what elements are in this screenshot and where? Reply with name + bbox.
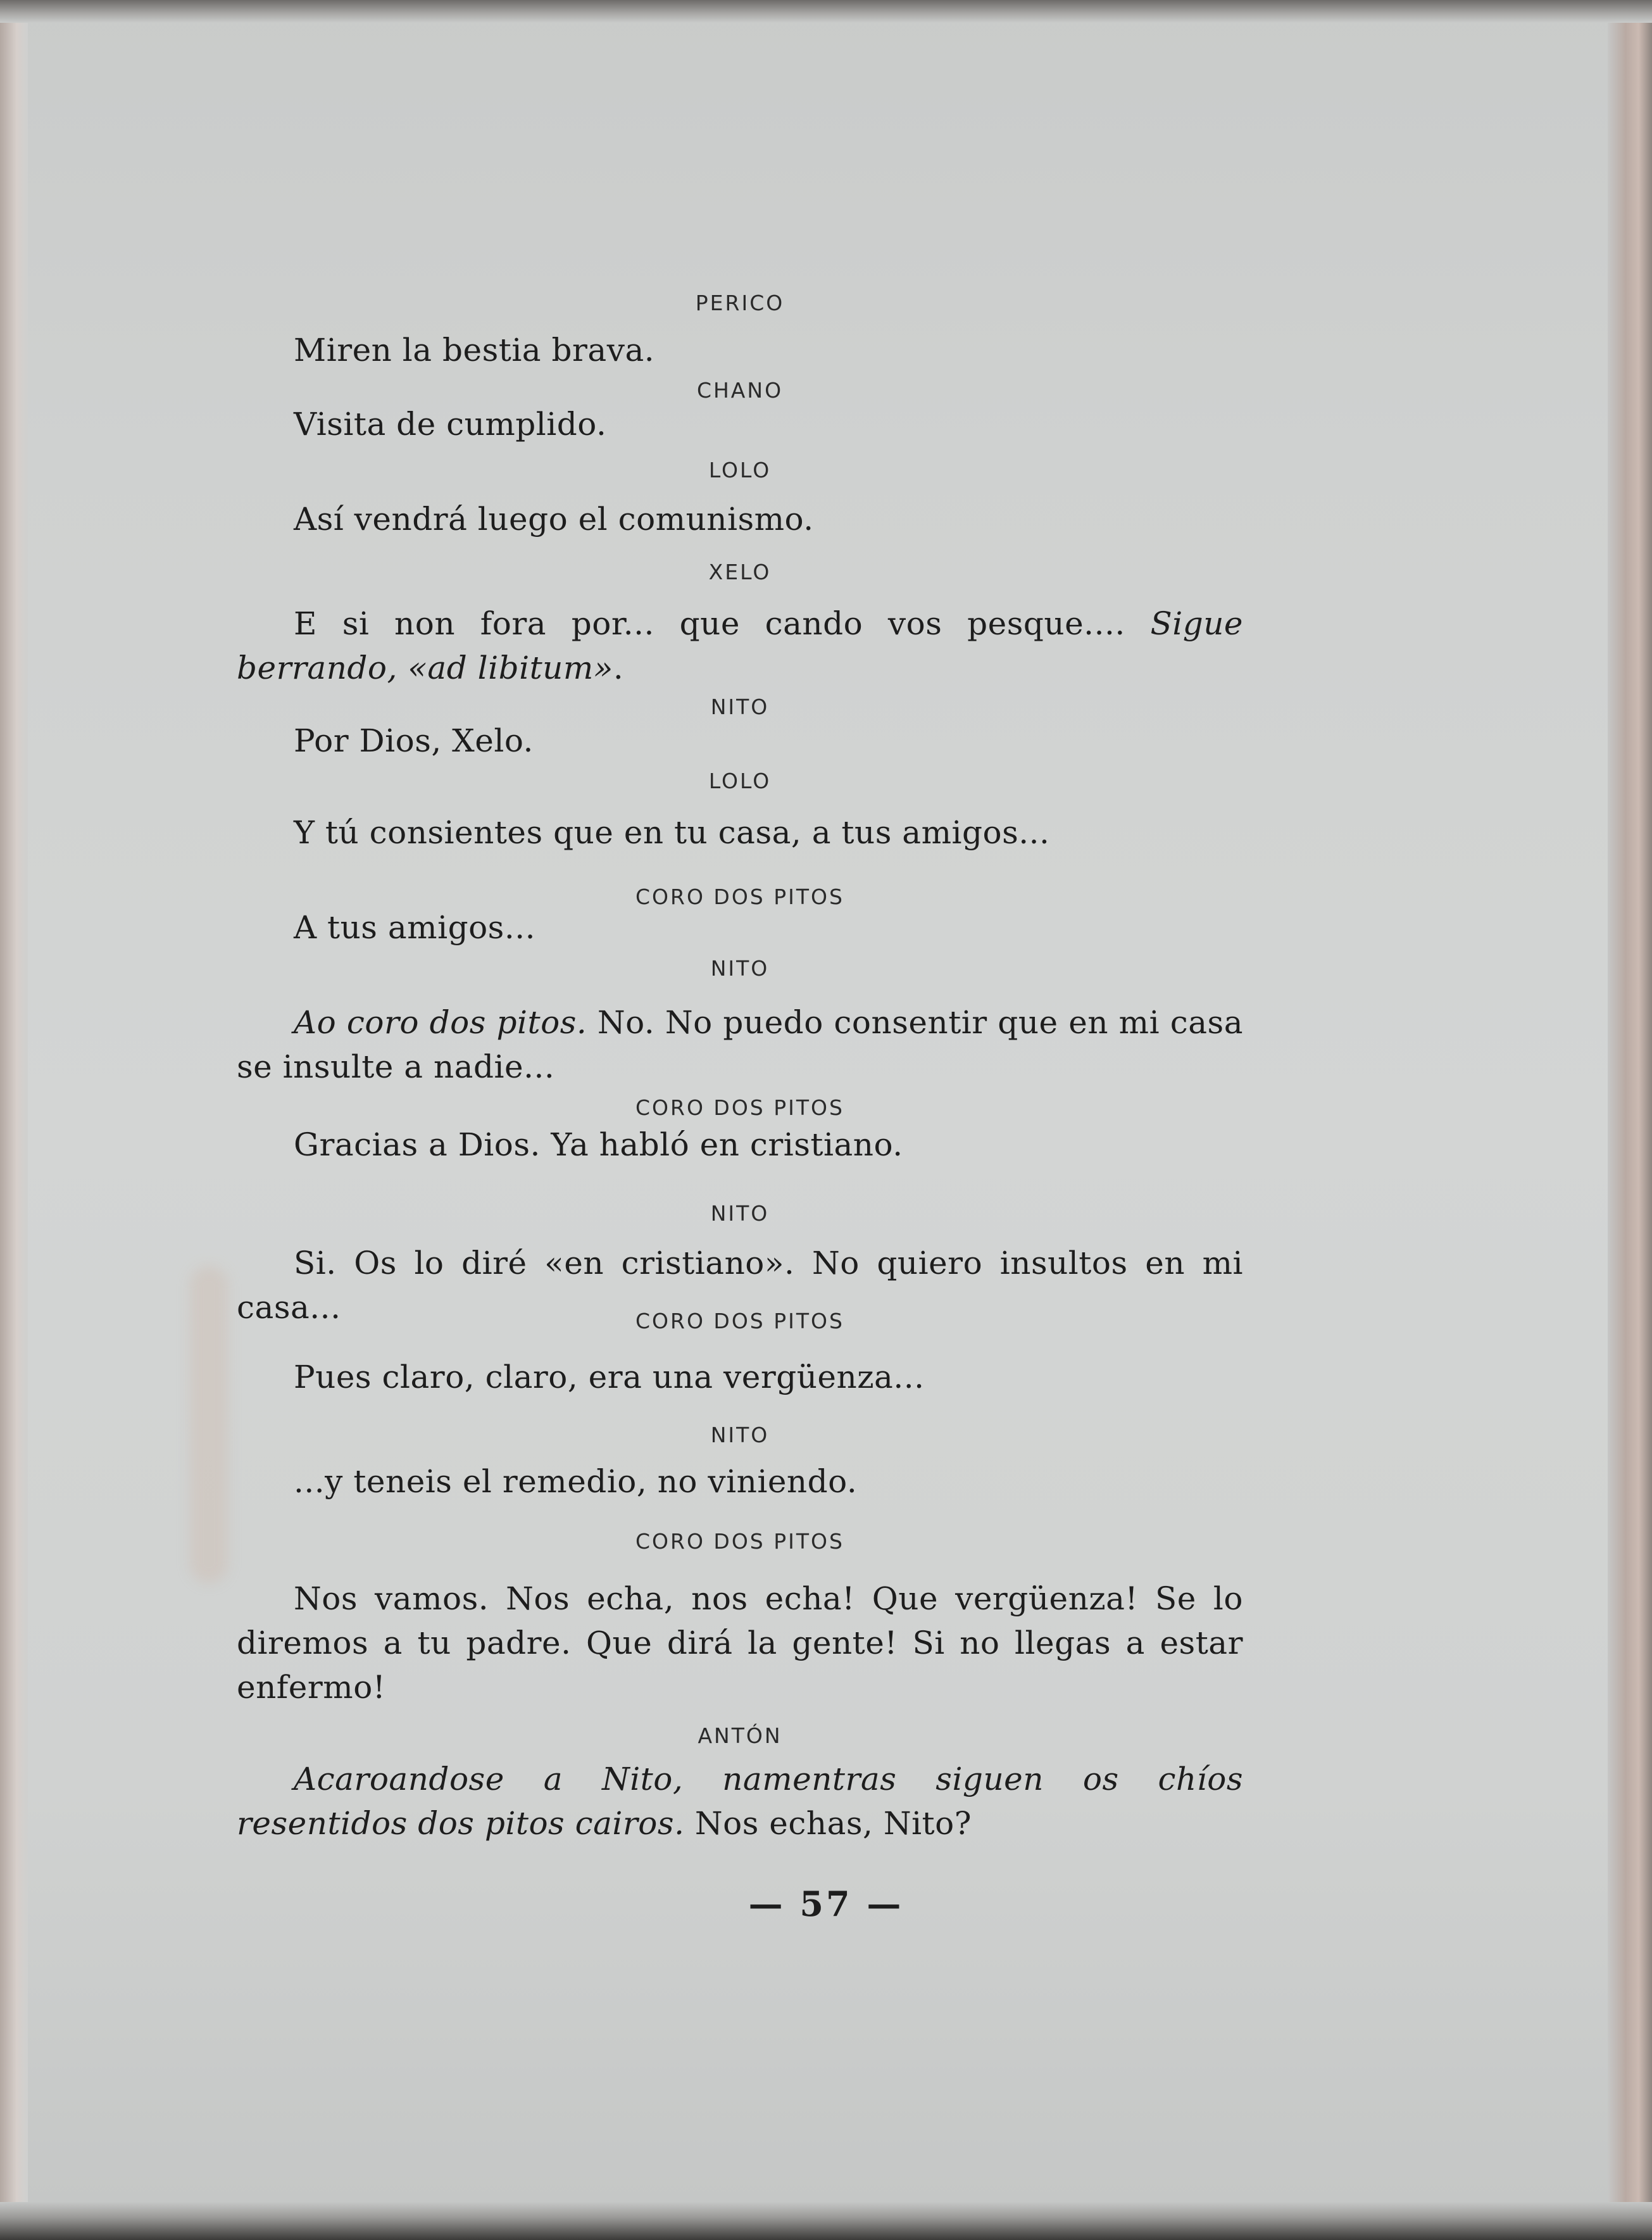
- dialogue-line: A tus amigos...: [294, 909, 536, 946]
- speaker-name: NITO: [710, 695, 770, 719]
- dialogue-line: Miren la bestia brava.: [294, 332, 655, 368]
- speaker-name: PERICO: [695, 291, 785, 315]
- dialogue-line: Si. Os lo diré «en cristiano». No quiero insultos en mi casa...: [237, 1245, 1243, 1326]
- dialogue-line: Nos vamos. Nos echa, nos echa! Que vergüenza! Se lo diremos a tu padre. Que dirá la gente! Si no llegas a estar enfermo!: [237, 1580, 1243, 1706]
- speaker-name: XELO: [708, 560, 772, 584]
- dialogue-line: Así vendrá luego el comunismo.: [294, 501, 814, 538]
- stage-direction: Ao coro dos pitos.: [294, 1004, 587, 1041]
- stage-direction: Sigue berrando, «ad libitum»: [237, 605, 1243, 686]
- dialogue-line: Y tú consientes que en tu casa, a tus amigos...: [294, 814, 1050, 851]
- dialogue-line: Gracias a Dios. Ya habló en cristiano.: [294, 1126, 903, 1163]
- speaker-name: CORO DOS PITOS: [635, 1095, 844, 1120]
- dialogue-line: [237, 601, 1243, 690]
- speaker-name: ANTÓN: [698, 1723, 782, 1748]
- speaker-name: CORO DOS PITOS: [635, 1309, 844, 1333]
- dialogue-line: ...y teneis el remedio, no viniendo.: [294, 1463, 858, 1500]
- dialogue-line: [237, 1757, 1243, 1846]
- stage-direction: Acaroandose a Nito, namentras siguen os chíos resentidos dos pitos cairos.: [237, 1761, 1243, 1842]
- dialogue-text: E si non fora por... que cando vos pesque....: [294, 605, 1151, 642]
- dialogue-text: No. No puedo consentir que en mi casa se insulte a nadie...: [237, 1004, 1244, 1085]
- speaker-name: LOLO: [708, 769, 772, 793]
- speaker-name: CORO DOS PITOS: [635, 1529, 844, 1554]
- dialogue-line: Por Dios, Xelo.: [294, 722, 534, 759]
- page-number: — 57 —: [748, 1884, 904, 1924]
- speaker-name: LOLO: [708, 458, 772, 482]
- dialogue-line: [237, 1000, 1243, 1089]
- paper-stain: [190, 1266, 228, 1583]
- dialogue-text: Nos echas, Nito?: [684, 1805, 972, 1842]
- speaker-name: CHANO: [696, 378, 784, 403]
- page-edge-bottom: [0, 2202, 1652, 2240]
- dialogue-line: Visita de cumplido.: [294, 406, 607, 443]
- dialogue-text: .: [613, 650, 624, 686]
- page-edge-top: [0, 0, 1652, 23]
- speaker-name: NITO: [710, 1201, 770, 1226]
- dialogue-line: Pues claro, claro, era una vergüenza...: [294, 1359, 925, 1395]
- speaker-name: CORO DOS PITOS: [635, 884, 844, 909]
- speaker-name: NITO: [710, 956, 770, 981]
- speaker-name: NITO: [710, 1423, 770, 1447]
